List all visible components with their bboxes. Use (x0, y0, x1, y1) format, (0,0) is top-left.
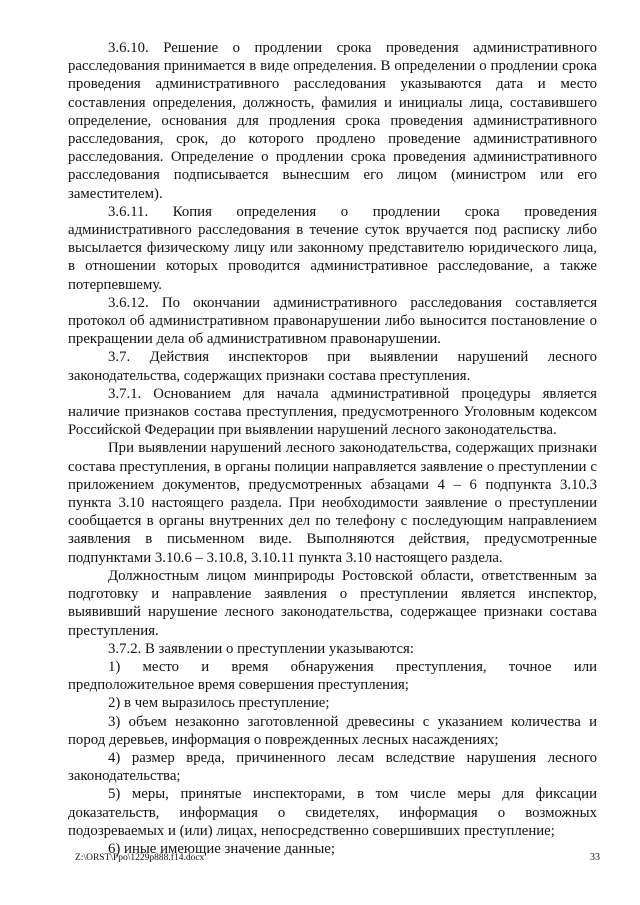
list-item-4: 4) размер вреда, причиненного лесам вследствие нарушения лесного законодательства; (68, 749, 597, 785)
file-path: Z:\ORST\Ppo\1229p888.f14.docx (75, 853, 205, 863)
paragraph-police-statement: При выявлении нарушений лесного законодательства, содержащих признаки состава преступления, в органы полиции направляется заявление о преступлении с приложением документов, предусмотренных абзацами 4 – 6 подпункта 3.10.3 пункта 3.10 настоящего раздела. При необходимости заявление о преступлении сообщается в органы внутренних дел по телефону с последующим направлением заявления в письменном виде. Выполняются действия, предусмотренные подпунктами 3.10.6 – 3.10.8, 3.10.11 пункта 3.10 настоящего раздела. (68, 440, 597, 566)
list-item-5: 5) меры, принятые инспекторами, в том числе меры для фиксации доказательств, информация о свидетелях, информация о возможных подозреваемых и (или) лицах, непосредственно совершивших преступление; (68, 786, 597, 839)
page-footer (75, 852, 600, 864)
paragraph-3-6-11: 3.6.11. Копия определения о продлении срока проведения административного расследования в течение суток вручается под расписку либо высылается физическому лицу или законному представителю юридического лица, в отношении которых проводится административное расследование, а также потерпевшему. (68, 203, 597, 293)
list-item-3: 3) объем незаконно заготовленной древесины с указанием количества и пород деревьев, информация о поврежденных лесных насаждениях; (68, 713, 597, 748)
paragraph-3-6-10: 3.6.10. Решение о продлении срока проведения административного расследования принимается в виде определения. В определении о продлении срока проведения административного расследования указываются дата и место составления определения, должность, фамилия и инициалы лица, составившего определение, основания для продления срока проведения административного расследования, срок, до которого продлено проведение административного расследования. Определение о продлении срока проведения административного расследования подписывается вынесшим его лицом (министром или его заместителем). (68, 40, 597, 202)
paragraph-3-7-1: 3.7.1. Основанием для начала административной процедуры является наличие признаков состава преступления, предусмотренного Уголовным кодексом Российской Федерации при выявлении нарушений лесного законодательства. (68, 385, 597, 439)
list-item-1: 1) место и время обнаружения преступления, точное или предположительное время совершения преступления; (68, 658, 597, 694)
paragraph-3-7-2: 3.7.2. В заявлении о преступлении указываются: (108, 640, 414, 657)
paragraph-3-6-12: 3.6.12. По окончании административного расследования составляется протокол об административном правонарушении либо выносится постановление о прекращении дела об административном правонарушении. (68, 294, 597, 348)
paragraph-responsible-official: Должностным лицом минприроды Ростовской области, ответственным за подготовку и направление заявления о преступлении является инспектор, выявивший нарушение лесного законодательства, содержащее признаки состава преступления. (68, 567, 597, 639)
section-heading-3-7: 3.7. Действия инспекторов при выявлении нарушений лесного законодательства, содержащих признаки состава преступления. (68, 349, 597, 384)
page-number: 33 (590, 852, 600, 863)
document-body (68, 39, 597, 858)
list-item-6: 6) иные имеющие значение данные; (108, 840, 335, 857)
list-item-2: 2) в чем выразилось преступление; (108, 695, 330, 712)
